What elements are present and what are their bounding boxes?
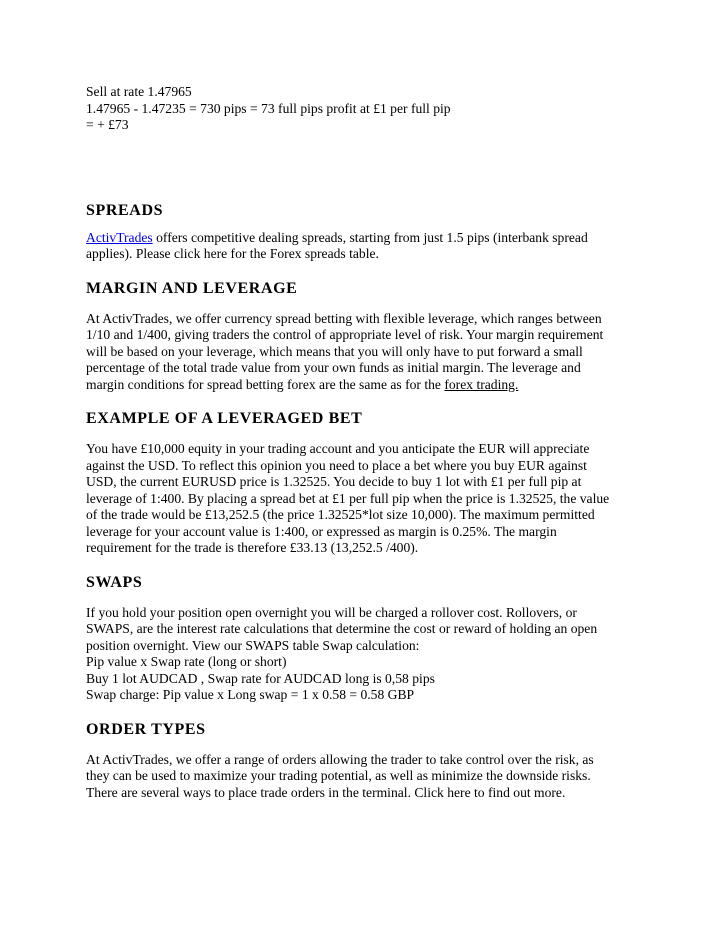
swaps-line: If you hold your position open overnight you will be charged a rollover cost. Rollovers, or	[86, 604, 577, 620]
orders-line: There are several ways to place trade orders in the terminal. Click here to find out more.	[86, 784, 566, 800]
margin-line: percentage of the total trade value from your own funds as initial margin. The leverage and	[86, 360, 581, 375]
example-line: You have £10,000 equity in your trading account and you anticipate the EUR will appreciate	[86, 441, 590, 456]
margin-paragraph	[86, 311, 646, 394]
margin-line: At ActivTrades, we offer currency spread betting with flexible leverage, which ranges between	[86, 310, 602, 326]
example-paragraph	[86, 441, 646, 557]
intro-line: = + £73	[86, 117, 129, 132]
spreads-paragraph	[86, 230, 646, 263]
example-line: USD, the current EURUSD price is 1.32525. You decide to buy 1 lot with £1 per full pip at	[86, 474, 582, 489]
intro-line: Sell at rate 1.47965	[86, 84, 192, 99]
margin-line-text: margin conditions for spread betting forex are the same as for the	[86, 376, 445, 392]
document-page	[86, 84, 646, 801]
spreads-line-text: offers competitive dealing spreads, starting from just 1.5 pips (interbank spread	[152, 229, 588, 245]
example-line: leverage for your account value is 1:400, or expressed as margin is 0.25%. The margin	[86, 523, 557, 539]
orders-paragraph	[86, 752, 646, 802]
margin-line: will be based on your leverage, which means that you will only have to put forward a small	[86, 343, 583, 359]
intro-paragraph	[86, 84, 646, 134]
spreads-heading: SPREADS	[86, 201, 164, 219]
example-line: requirement for the trade is therefore £33.13 (13,252.5 /400).	[86, 540, 419, 555]
intro-line: 1.47965 - 1.47235 = 730 pips = 73 full pips profit at £1 per full pip	[86, 100, 451, 116]
orders-line: they can be used to maximize your trading potential, as well as minimize the downside risks.	[86, 768, 591, 783]
activtrades-link[interactable]: ActivTrades	[86, 229, 153, 245]
example-heading: EXAMPLE OF A LEVERAGED BET	[86, 410, 363, 427]
example-line: leverage of 1:400. By placing a spread bet at £1 per full pip when the price is 1.32525, the value	[86, 490, 610, 506]
swaps-line: Swap charge: Pip value x Long swap = 1 x 0.58 = 0.58 GBP	[86, 687, 415, 702]
swaps-line: Pip value x Swap rate (long or short)	[86, 654, 287, 669]
example-line: against the USD. To reflect this opinion you need to place a bet where you buy EUR against	[86, 457, 587, 473]
example-line: of the trade would be £13,252.5 (the price 1.32525*lot size 10,000). The maximum permitted	[86, 507, 595, 522]
orders-heading: ORDER TYPES	[86, 720, 206, 738]
forex-trading-link[interactable]: forex trading.	[444, 376, 519, 392]
margin-line: 1/10 and 1/400, giving traders the control of appropriate level of risk. Your margin requirement	[86, 327, 604, 342]
swaps-line: position overnight. View our SWAPS table Swap calculation:	[86, 637, 420, 653]
orders-line: At ActivTrades, we offer a range of orders allowing the trader to take control over the risk, as	[86, 751, 594, 767]
spreads-line	[86, 230, 646, 247]
swaps-line: Buy 1 lot AUDCAD , Swap rate for AUDCAD long is 0,58 pips	[86, 670, 435, 686]
swaps-heading: SWAPS	[86, 573, 143, 591]
spreads-line: applies). Please click here for the Forex spreads table.	[86, 246, 379, 261]
swaps-paragraph	[86, 605, 646, 704]
margin-heading: MARGIN AND LEVERAGE	[86, 279, 298, 297]
margin-line	[86, 377, 646, 394]
swaps-line: SWAPS, are the interest rate calculations that determine the cost or reward of holding an open	[86, 621, 598, 636]
